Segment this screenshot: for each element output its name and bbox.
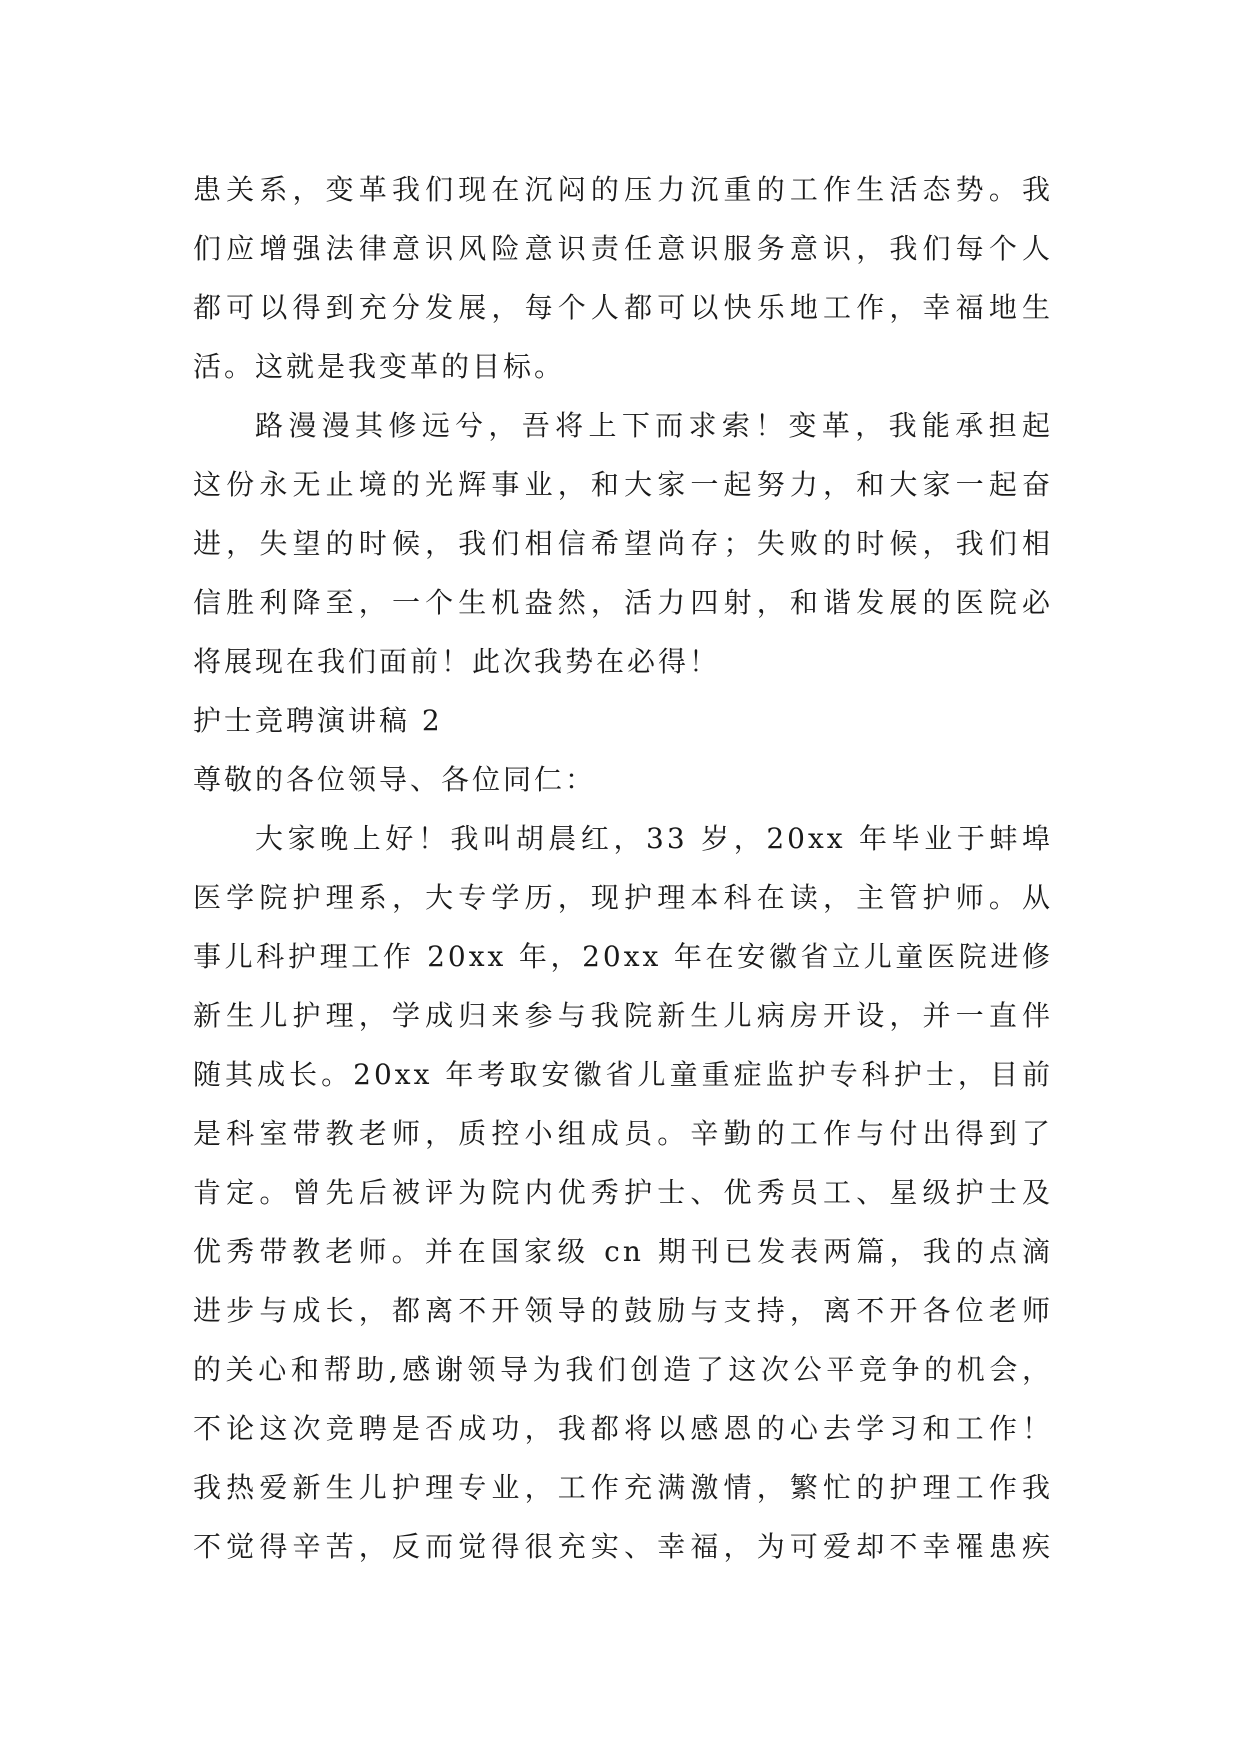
text-line: 们应增强法律意识风险意识责任意识服务意识，我们每个人 [193,232,1053,265]
text-line: 的关心和帮助,感谢领导为我们创造了这次公平竞争的机会， [193,1353,1053,1386]
text-line: 这份永无止境的光辉事业，和大家一起努力，和大家一起奋 [193,468,1053,501]
text-line: 活。这就是我变革的目标。 [193,350,566,383]
text-line: 信胜利降至，一个生机盎然，活力四射，和谐发展的医院必 [193,586,1053,619]
section-heading: 护士竞聘演讲稿 2 [193,704,443,737]
text-line: 优秀带教老师。并在国家级 cn 期刊已发表两篇，我的点滴 [193,1235,1053,1268]
text-line: 我热爱新生儿护理专业，工作充满激情，繁忙的护理工作我 [193,1471,1053,1504]
text-line: 都可以得到充分发展，每个人都可以快乐地工作，幸福地生 [193,291,1053,324]
text-line: 事儿科护理工作 20xx 年，20xx 年在安徽省立儿童医院进修 [193,940,1053,973]
text-line: 不论这次竞聘是否成功，我都将以感恩的心去学习和工作！ [193,1412,1053,1445]
salutation: 尊敬的各位领导、各位同仁： [193,763,597,796]
text-line: 不觉得辛苦，反而觉得很充实、幸福，为可爱却不幸罹患疾 [193,1530,1053,1563]
paragraph-start-line: 路漫漫其修远兮，吾将上下而求索！变革，我能承担起 [255,409,1053,442]
text-line: 患关系，变革我们现在沉闷的压力沉重的工作生活态势。我 [193,173,1053,206]
document-body [193,160,1053,1576]
text-line: 进，失望的时候，我们相信希望尚存；失败的时候，我们相 [193,527,1053,560]
text-line: 将展现在我们面前！此次我势在必得！ [193,645,721,678]
text-line: 新生儿护理，学成归来参与我院新生儿病房开设，并一直伴 [193,999,1053,1032]
text-line: 随其成长。20xx 年考取安徽省儿童重症监护专科护士，目前 [193,1058,1053,1091]
paragraph-start-line: 大家晚上好！我叫胡晨红，33 岁，20xx 年毕业于蚌埠 [255,822,1053,855]
text-line: 是科室带教老师，质控小组成员。辛勤的工作与付出得到了 [193,1117,1053,1150]
text-line: 医学院护理系，大专学历，现护理本科在读，主管护师。从 [193,881,1053,914]
text-line: 进步与成长，都离不开领导的鼓励与支持，离不开各位老师 [193,1294,1053,1327]
text-line: 肯定。曾先后被评为院内优秀护士、优秀员工、星级护士及 [193,1176,1053,1209]
